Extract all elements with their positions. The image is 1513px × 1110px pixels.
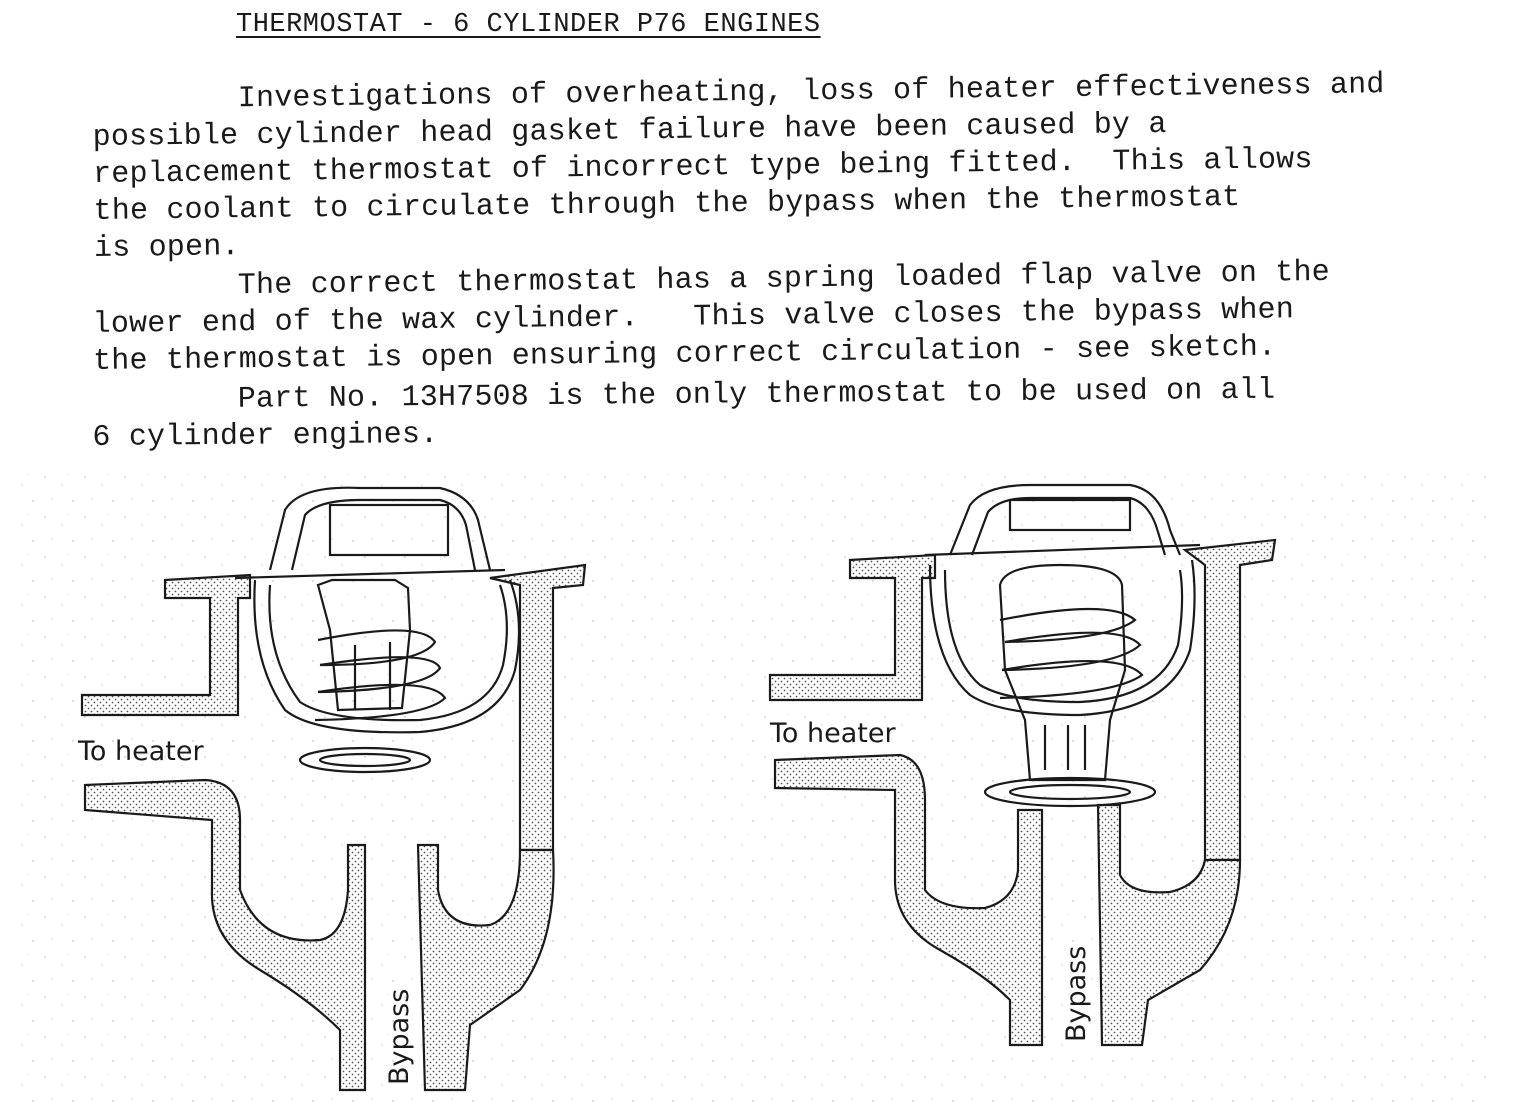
document-title: THERMOSTAT - 6 CYLINDER P76 ENGINES (236, 10, 821, 40)
thermostat-sketch (0, 470, 1513, 1110)
speckle-background (20, 470, 1490, 1110)
paragraph-correct-thermostat: The correct thermostat has a spring loaded flap valve on the lower end of the wax cylinder. This valve closes the bypass when the thermostat is open ensuring correct circulation - see sketch. (92, 255, 1331, 379)
right-to-heater-label: To heater (770, 718, 896, 749)
paragraph-part-number: Part No. 13H7508 is the only thermostat to be used on all 6 cylinder engines. (92, 373, 1276, 455)
left-to-heater-label: To heater (78, 736, 204, 767)
right-bypass-label: Bypass (1061, 945, 1092, 1042)
paragraph-investigations: Investigations of overheating, loss of heater effectiveness and possible cylinder head gasket failure have been caused by a replacement thermostat of incorrect type being fitted. This allows the coolant to circulate through the bypass when the thermostat is open. (92, 68, 1385, 266)
left-bypass-label: Bypass (384, 988, 415, 1085)
